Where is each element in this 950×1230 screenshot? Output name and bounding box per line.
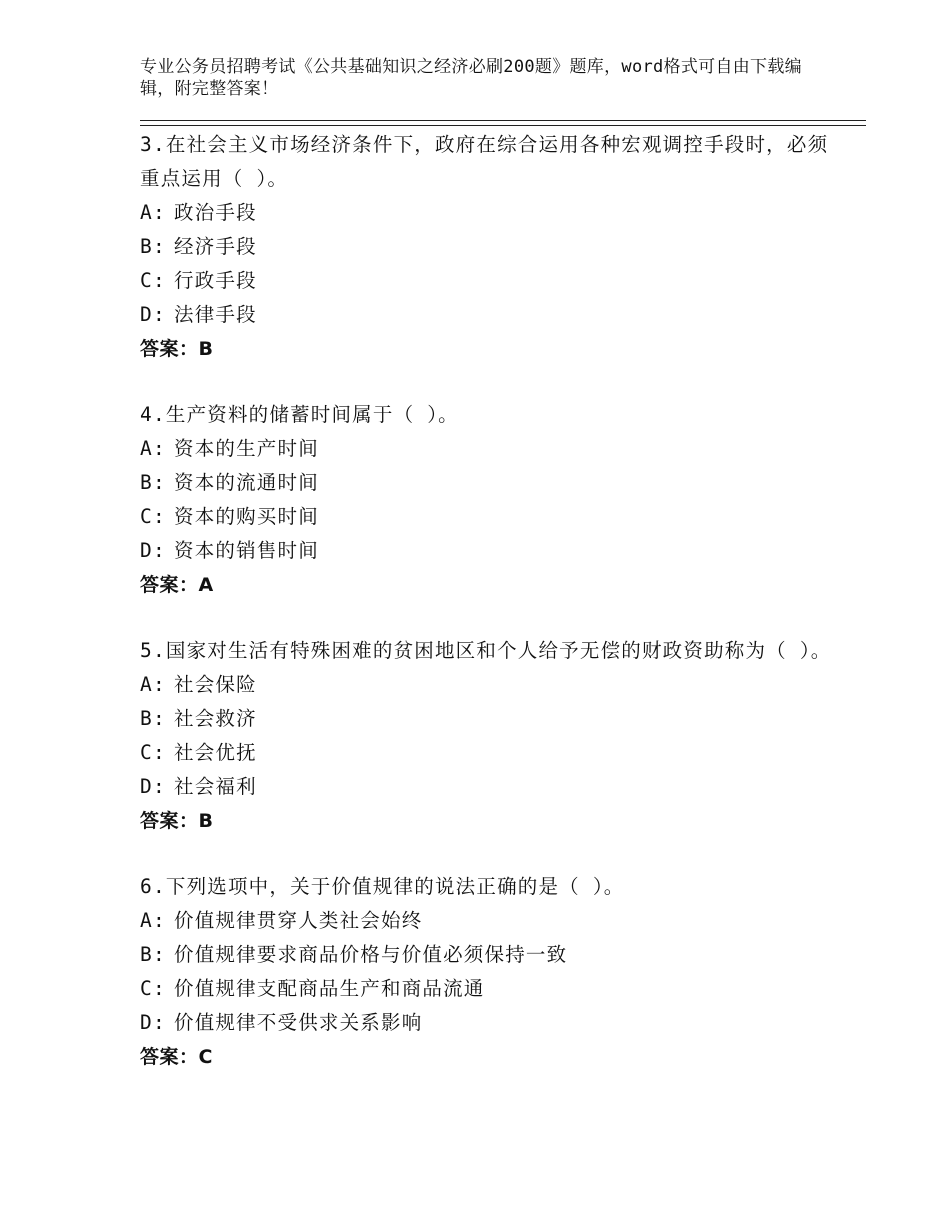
option-text: 经济手段 — [174, 235, 257, 258]
option-letter: B: — [140, 471, 166, 494]
header-rule-top — [140, 120, 866, 121]
answer-label: 答案：B — [140, 810, 214, 832]
option-text: 价值规律要求商品价格与价值必须保持一致 — [174, 943, 568, 966]
option-text: 价值规律支配商品生产和商品流通 — [174, 977, 485, 1000]
option-letter: D: — [140, 1011, 166, 1034]
answer-label: 答案：B — [140, 338, 214, 360]
option-text: 价值规律贯穿人类社会始终 — [174, 909, 423, 932]
option-text: 资本的流通时间 — [174, 471, 319, 494]
answer-label: 答案：A — [140, 574, 214, 596]
option-text: 法律手段 — [174, 303, 257, 326]
document-header: 专业公务员招聘考试《公共基础知识之经济必刷200题》题库，word格式可自由下载编辑，附完整答案！ — [140, 57, 802, 99]
option-letter: C: — [140, 505, 166, 528]
option-c — [140, 736, 840, 770]
option-text: 资本的销售时间 — [174, 539, 319, 562]
option-letter: A: — [140, 909, 166, 932]
option-d — [140, 770, 840, 804]
option-letter: C: — [140, 977, 166, 1000]
option-letter: A: — [140, 437, 166, 460]
option-text: 社会福利 — [174, 775, 257, 798]
option-text: 资本的购买时间 — [174, 505, 319, 528]
option-text: 政治手段 — [174, 201, 257, 224]
option-letter: A: — [140, 673, 166, 696]
question-3 — [140, 128, 840, 366]
option-text: 社会救济 — [174, 707, 257, 730]
option-letter: A: — [140, 201, 166, 224]
option-letter: C: — [140, 269, 166, 292]
option-b — [140, 938, 840, 972]
option-a — [140, 432, 840, 466]
option-b — [140, 702, 840, 736]
option-b — [140, 230, 840, 264]
header-rule-bottom — [140, 125, 866, 126]
answer-label: 答案：C — [140, 1046, 213, 1068]
option-letter: B: — [140, 235, 166, 258]
option-letter: D: — [140, 775, 166, 798]
question-text: 4.生产资料的储蓄时间属于（ ）。 — [140, 403, 459, 426]
option-letter: B: — [140, 707, 166, 730]
option-a — [140, 904, 840, 938]
option-letter: D: — [140, 539, 166, 562]
option-c — [140, 972, 840, 1006]
option-d — [140, 298, 840, 332]
question-text: 3.在社会主义市场经济条件下，政府在综合运用各种宏观调控手段时，必须重点运用（ ）。 — [140, 133, 829, 190]
question-5 — [140, 634, 840, 838]
option-a — [140, 668, 840, 702]
option-c — [140, 264, 840, 298]
option-b — [140, 466, 840, 500]
option-d — [140, 534, 840, 568]
option-a — [140, 196, 840, 230]
option-d — [140, 1006, 840, 1040]
option-text: 社会保险 — [174, 673, 257, 696]
option-text: 社会优抚 — [174, 741, 257, 764]
option-text: 价值规律不受供求关系影响 — [174, 1011, 423, 1034]
option-c — [140, 500, 840, 534]
option-letter: B: — [140, 943, 166, 966]
option-text: 资本的生产时间 — [174, 437, 319, 460]
question-text: 5.国家对生活有特殊困难的贫困地区和个人给予无偿的财政资助称为（ ）。 — [140, 639, 832, 662]
question-list — [140, 128, 840, 1106]
option-letter: C: — [140, 741, 166, 764]
option-text: 行政手段 — [174, 269, 257, 292]
question-text: 6.下列选项中，关于价值规律的说法正确的是（ ）。 — [140, 875, 625, 898]
option-letter: D: — [140, 303, 166, 326]
question-4 — [140, 398, 840, 602]
question-6 — [140, 870, 840, 1074]
